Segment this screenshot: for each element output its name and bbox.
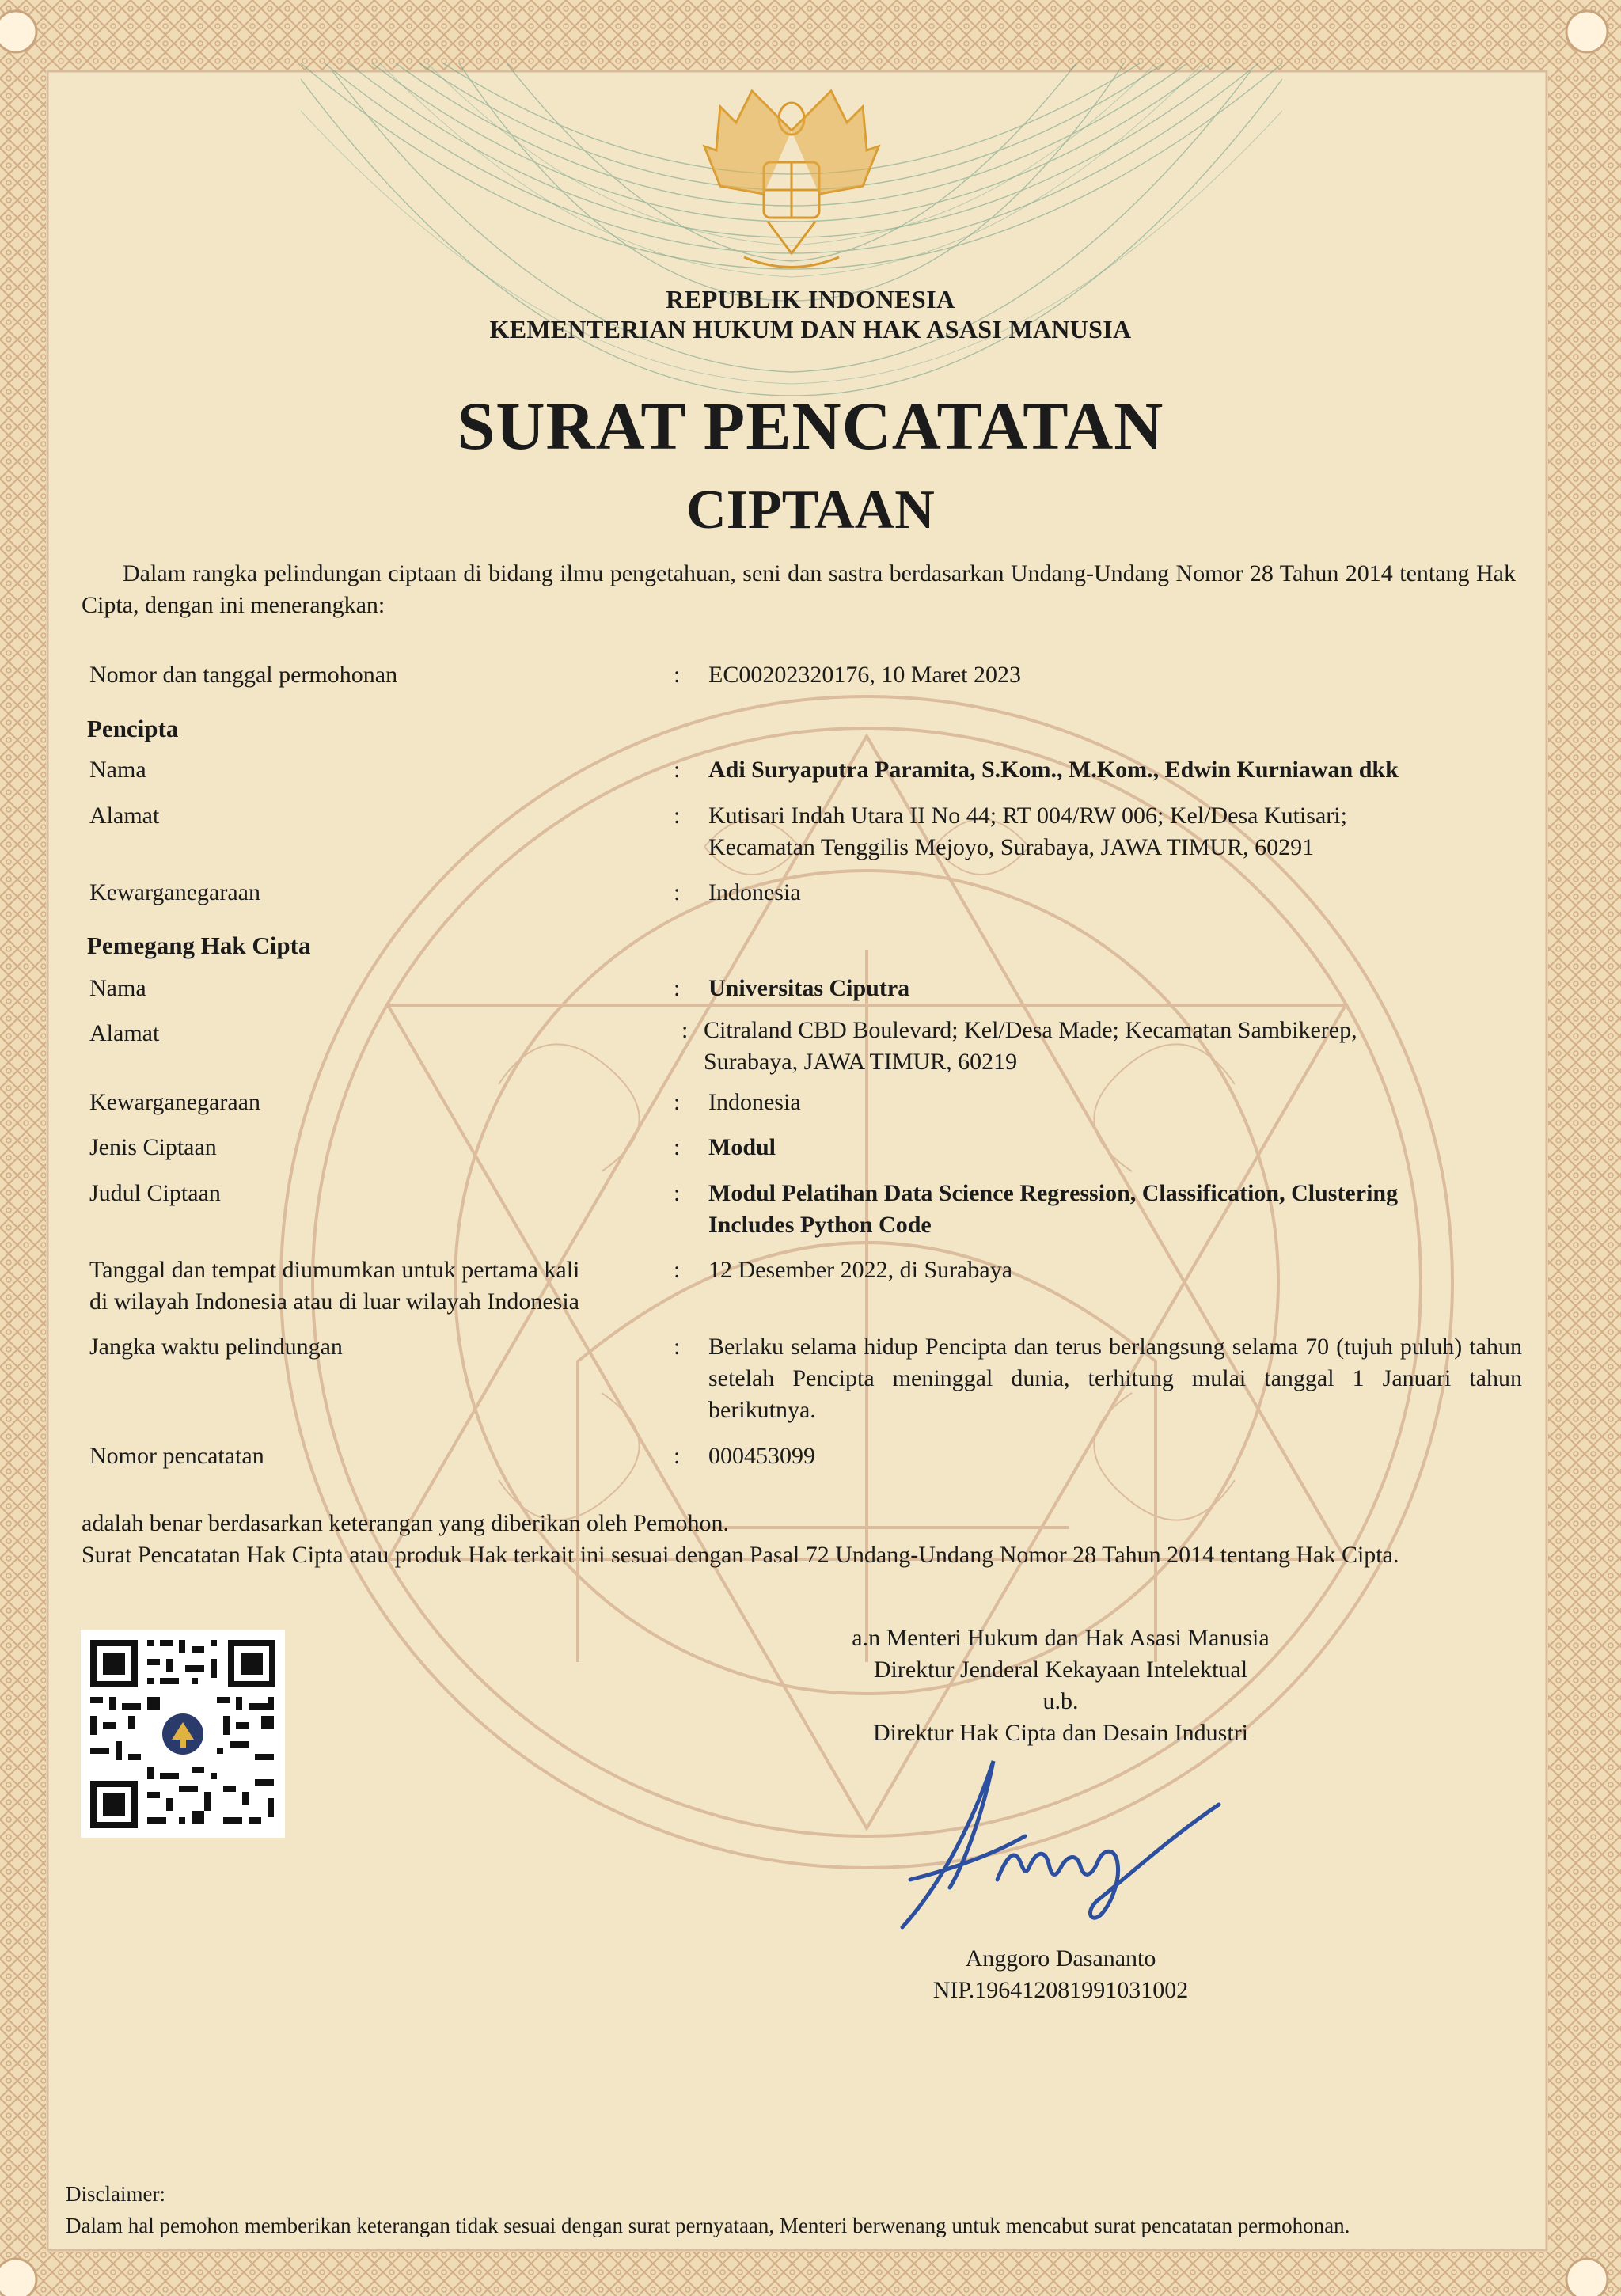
field-label: Kewarganegaraan xyxy=(89,1089,260,1115)
field-value xyxy=(704,1015,1517,1078)
signatory-line-4: Direktur Hak Cipta dan Desain Industri xyxy=(872,1720,1249,1746)
field-value: Modul xyxy=(708,1134,776,1160)
field-value: Indonesia xyxy=(708,1089,801,1115)
qr-code-icon xyxy=(81,1630,285,1838)
signatory-line-2: Direktur Jenderal Kekayaan Intelektual xyxy=(873,1657,1248,1683)
title-line-2: Includes Python Code xyxy=(708,1212,932,1238)
field-label: Nomor dan tanggal permohonan xyxy=(89,662,398,688)
field-label: Alamat xyxy=(89,1020,160,1046)
qr-code-graphic xyxy=(81,1630,285,1838)
address-line-1: Kutisari Indah Utara II No 44; RT 004/RW 006; Kel/Desa Kutisari; xyxy=(708,803,1347,829)
field-colon: : xyxy=(674,1257,681,1283)
field-value xyxy=(708,1178,1522,1241)
document-title: SURAT PENCATATAN xyxy=(457,388,1164,464)
field-label: Nama xyxy=(89,975,146,1001)
field-colon: : xyxy=(674,1334,681,1360)
field-label: Jenis Ciptaan xyxy=(89,1134,217,1160)
address-line-1: Citraland CBD Boulevard; Kel/Desa Made; Kecamatan Sambikerep, xyxy=(704,1017,1357,1043)
field-label: Nama xyxy=(89,757,146,783)
field-colon: : xyxy=(674,1180,681,1206)
field-value: EC00202320176, 10 Maret 2023 xyxy=(708,662,1021,688)
field-label: Alamat xyxy=(89,803,160,829)
header-kementerian: KEMENTERIAN HUKUM DAN HAK ASASI MANUSIA xyxy=(489,315,1132,343)
disclaimer-heading: Disclaimer: xyxy=(66,2182,165,2206)
qr-center-logo-icon xyxy=(162,1713,203,1755)
intro-paragraph: Dalam rangka pelindungan ciptaan di bidang ilmu pengetahuan, seni dan sastra berdasarkan Undang-Undang Nomor 28 Tahun 2014 tentang Hak Cipta, dengan ini menerangkan: xyxy=(82,560,1516,618)
handwritten-signature-icon xyxy=(886,1749,1251,1939)
signatory-name: Anggoro Dasananto xyxy=(965,1945,1156,1972)
field-colon: : xyxy=(674,975,681,1001)
document-subtitle: CIPTAAN xyxy=(686,480,935,541)
field-value: Berlaku selama hidup Pencipta dan terus berlangsung selama 70 (tujuh puluh) tahun setelah Pencipta meninggal dunia, terhitung mulai tanggal 1 Januari tahun berikutnya. xyxy=(708,1334,1522,1423)
field-colon: : xyxy=(674,662,681,688)
disclaimer-text: Dalam hal pemohon memberikan keterangan tidak sesuai dengan surat pernyataan, Menteri berwenang untuk mencabut surat pencatatan permohonan. xyxy=(66,2214,1350,2237)
field-value: Universitas Ciputra xyxy=(708,975,910,1001)
signatory-line-3: u.b. xyxy=(1042,1688,1079,1714)
signatory-line-1: a.n Menteri Hukum dan Hak Asasi Manusia xyxy=(852,1625,1270,1651)
closing-line-1: adalah benar berdasarkan keterangan yang diberikan oleh Pemohon. xyxy=(82,1510,729,1536)
label-line-1: Tanggal dan tempat diumumkan untuk pertama kali xyxy=(89,1257,580,1283)
address-line-2: Surabaya, JAWA TIMUR, 60219 xyxy=(704,1049,1018,1075)
label-line-2: di wilayah Indonesia atau di luar wilayah Indonesia xyxy=(89,1288,579,1315)
address-line-2: Kecamatan Tenggilis Mejoyo, Surabaya, JAWA TIMUR, 60291 xyxy=(708,834,1315,860)
signatory-nip: NIP.196412081991031002 xyxy=(932,1977,1189,2003)
field-colon: : xyxy=(674,879,681,905)
field-colon: : xyxy=(674,757,681,783)
field-colon: : xyxy=(674,1443,681,1469)
disclaimer xyxy=(66,2178,1570,2241)
field-label: Nomor pencatatan xyxy=(89,1443,264,1469)
field-colon: : xyxy=(681,1017,689,1043)
field-label: Kewarganegaraan xyxy=(89,879,260,905)
field-label xyxy=(89,1254,675,1318)
field-label: Judul Ciptaan xyxy=(89,1180,221,1206)
section-pencipta: Pencipta xyxy=(87,715,179,742)
header-republik: REPUBLIK INDONESIA xyxy=(666,285,955,313)
garuda-emblem-icon xyxy=(689,75,894,289)
title-line-1: Modul Pelatihan Data Science Regression, Classification, Clustering xyxy=(708,1180,1399,1206)
closing-line-2: Surat Pencatatan Hak Cipta atau produk Hak terkait ini sesuai dengan Pasal 72 Undang-Undang Nomor 28 Tahun 2014 tentang Hak Cipta. xyxy=(82,1542,1399,1568)
section-pemegang: Pemegang Hak Cipta xyxy=(87,932,311,959)
field-value: Adi Suryaputra Paramita, S.Kom., M.Kom., Edwin Kurniawan dkk xyxy=(708,757,1399,783)
field-label: Jangka waktu pelindungan xyxy=(89,1334,343,1360)
field-value: 000453099 xyxy=(708,1443,815,1469)
field-value xyxy=(708,800,1522,863)
field-value: 12 Desember 2022, di Surabaya xyxy=(708,1257,1013,1283)
field-colon: : xyxy=(674,803,681,829)
field-colon: : xyxy=(674,1089,681,1115)
field-colon: : xyxy=(674,1134,681,1160)
closing-paragraph xyxy=(82,1508,1516,1571)
field-value: Indonesia xyxy=(708,879,801,905)
